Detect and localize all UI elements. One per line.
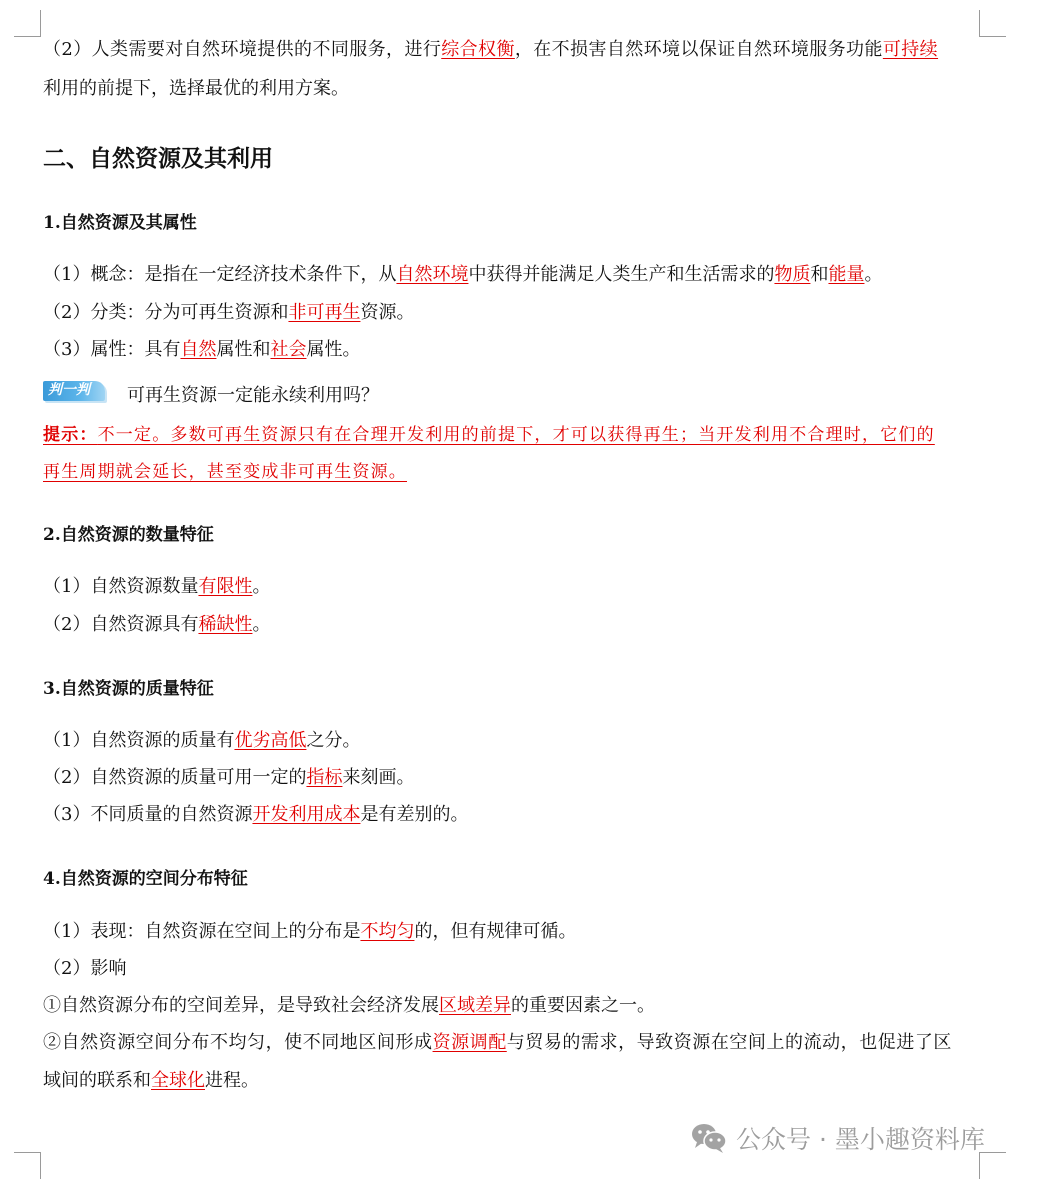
paragraph-line: 利用的前提下，选择最优的利用方案。 [43,78,349,99]
list-item: （2）自然资源的质量可用一定的指标来刻画。 [43,767,415,788]
page-corner-mark [14,1152,41,1179]
text: （2）人类需要对自然环境提供的不同服务，进行 [43,39,442,60]
answer-blank: 社会 [270,339,307,360]
judge-question: 可再生资源一定能永续利用吗？ [127,385,379,406]
watermark [690,1120,985,1156]
answer-blank: 指标 [306,767,343,788]
subsection-title: 3.自然资源的质量特征 [43,679,214,699]
answer-blank: 能量 [828,264,865,285]
answer-blank: 优劣高低 [234,730,307,751]
list-item: （3）属性：具有自然属性和社会属性。 [43,339,361,360]
answer-blank: 可持续 [882,39,939,60]
list-item: （2）影响 [43,958,127,979]
answer-blank: 自然环境 [396,264,469,285]
paragraph-line [43,38,938,62]
list-item: （1）概念：是指在一定经济技术条件下，从自然环境中获得并能满足人类生产和生活需求的物质和能量。 [43,264,883,285]
page-corner-mark [979,10,1006,37]
answer-blank: 开发利用成本 [252,804,361,825]
list-item: 域间的联系和全球化进程。 [43,1070,259,1091]
list-item: （1）自然资源的质量有优劣高低之分。 [43,730,361,751]
answer-blank: 不均匀 [360,921,415,942]
list-item: （1）表现：自然资源在空间上的分布是不均匀的，但有规律可循。 [43,921,577,942]
answer-blank: 非可再生 [288,302,361,323]
hint-line: 提示：不一定。多数可再生资源只有在合理开发利用的前提下，才可以获得再生；当开发利用不合理时，它们的 [43,425,935,445]
answer-blank: 区域差异 [439,995,511,1016]
text: ，在不损害自然环境以保证自然环境服务功能 [514,39,883,60]
hint-line: 再生周期就会延长，甚至变成非可再生资源。 [43,462,407,482]
answer-blank: 资源调配 [432,1032,507,1053]
list-item: （2）分类：分为可再生资源和非可再生资源。 [43,302,415,323]
page-corner-mark [14,10,41,37]
answer-blank: 有限性 [198,576,253,597]
section-title: 二、自然资源及其利用 [43,145,273,172]
list-item: （3）不同质量的自然资源开发利用成本是有差别的。 [43,804,469,825]
list-item: （2）自然资源具有稀缺性。 [43,614,271,635]
answer-blank: 综合权衡 [441,39,515,60]
subsection-title: 2.自然资源的数量特征 [43,525,214,545]
answer-blank: 自然 [180,339,217,360]
answer-blank: 全球化 [151,1070,205,1091]
watermark-text: 公众号 · 墨小趣资料库 [736,1125,985,1154]
subsection-title: 1.自然资源及其属性 [43,213,197,233]
answer-blank: 物质 [774,264,811,285]
wechat-icon [690,1122,728,1154]
answer-blank: 稀缺性 [198,614,253,635]
list-item: ②自然资源空间分布不均匀，使不同地区间形成资源调配与贸易的需求，导致资源在空间上的流动，也促进了区 [43,1032,952,1053]
list-item: （1）自然资源数量有限性。 [43,576,271,597]
page-corner-mark [979,1152,1006,1179]
judge-badge: 判一判 [43,381,105,401]
list-item: ①自然资源分布的空间差异，是导致社会经济发展区域差异的重要因素之一。 [43,995,655,1016]
subsection-title: 4.自然资源的空间分布特征 [43,869,248,889]
